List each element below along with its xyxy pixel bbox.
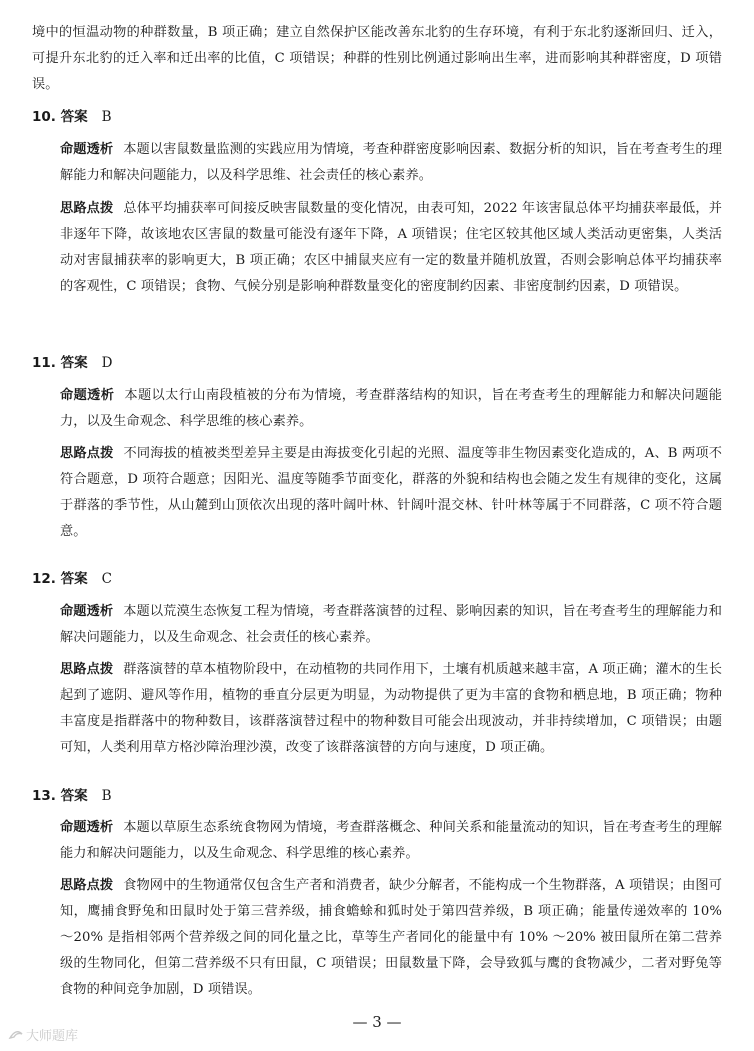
question-number: 12. 答案 (32, 571, 88, 587)
analysis-text: 本题以荒漠生态恢复工程为情境，考查群落演替的过程、影响因素的知识，旨在考查考生的理解能力和解决问题能力，以及生命观念、社会责任的核心素养。 (60, 604, 722, 645)
answer-letter: C (101, 571, 112, 587)
question-number: 11. 答案 (32, 355, 88, 371)
solution-label: 思路点拨 (60, 878, 114, 893)
q12-solution (60, 657, 722, 761)
question-number: 13. 答案 (32, 788, 88, 804)
solution-label: 思路点拨 (60, 662, 114, 677)
q13-analysis (60, 815, 722, 867)
intro-paragraph: 境中的恒温动物的种群数量，B 项正确；建立自然保护区能改善东北豹的生存环境，有利于东北豹逐渐回归、迁入，可提升东北豹的迁入率和迁出率的比值，C 项错误；种群的性别比例通过影响出生率，进而影响其种群密度，D 项错误。 (32, 25, 722, 92)
q12-analysis (60, 599, 722, 651)
q10-solution (60, 196, 722, 300)
question-13-header (32, 784, 112, 808)
analysis-label: 命题透析 (60, 820, 114, 835)
solution-text: 群落演替的草本植物阶段中，在动植物的共同作用下，土壤有机质越来越丰富，A 项正确；灌木的生长起到了遮阴、避风等作用，植物的垂直分层更为明显，为动物提供了更为丰富的食物和栖息地，B 项正确；物种丰富度是指群落中的物种数目，该群落演替过程中的物种数目可能会出现波动，并非持续增加，C 项错误；由题可知，人类利用草方格沙障治理沙漠，改变了该群落演替的方向与速度，D 项正确。 (60, 662, 723, 755)
question-10-header (32, 105, 112, 129)
question-number: 10. 答案 (32, 109, 88, 125)
solution-text: 不同海拔的植被类型差异主要是由海拔变化引起的光照、温度等非生物因素变化造成的，A、B 两项不符合题意，D 项符合题意；因阳光、温度等随季节面变化，群落的外貌和结构也会随之发生有规律的变化，这属于群落的季节性，从山麓到山顶依次出现的落叶阔叶林、针阔叶混交林、针叶林等属于不同群落，C 项不符合题意。 (60, 446, 722, 539)
solution-text: 总体平均捕获率可间接反映害鼠数量的变化情况，由表可知，2022 年该害鼠总体平均捕获率最低，并非逐年下降，故该地农区害鼠的数量可能没有逐年下降，A 项错误；住宅区较其他区域人类活动更密集，人类活动对害鼠捕获率的影响更大，B 项正确；农区中捕鼠夹应有一定的数量并随机放置，否则会影响总体平均捕获率的客观性，C 项错误；食物、气候分别是影响种群数量变化的密度制约因素、非密度制约因素，D 项错误。 (60, 201, 722, 294)
answer-letter: B (101, 109, 112, 125)
analysis-label: 命题透析 (60, 604, 114, 619)
watermark-text: 大师题库 (26, 1029, 79, 1044)
solution-text: 食物网中的生物通常仅包含生产者和消费者，缺少分解者，不能构成一个生物群落，A 项错误；由图可知，鹰捕食野兔和田鼠时处于第三营养级，捕食蟾蜍和狐时处于第四营养级，B 项正确；能量传递效率的 10% ～20% 是指相邻两个营养级之间的同化量之比，草等生产者同化的能量中有 10% ～20% 被田鼠所在第二营养级的生物同化，但第二营养级不只有田鼠，C 项错误；田鼠数量下降，会导致狐与鹰的食物减少，二者对野兔等食物的种间竞争加剧，D 项错误。 (60, 878, 723, 997)
analysis-text: 本题以太行山南段植被的分布为情境，考查群落结构的知识，旨在考查考生的理解能力和解决问题能力，以及生命观念、科学思维的核心素养。 (60, 388, 722, 429)
q13-solution (60, 873, 722, 1003)
q11-solution (60, 441, 722, 545)
answer-letter: D (101, 355, 113, 371)
solution-label: 思路点拨 (60, 201, 114, 216)
watermark-logo-icon (8, 1028, 24, 1042)
question-11-header (32, 351, 112, 375)
page-number: — 3 — (352, 1013, 402, 1031)
analysis-label: 命题透析 (60, 142, 114, 157)
solution-label: 思路点拨 (60, 446, 114, 461)
q10-analysis (60, 137, 722, 189)
analysis-label: 命题透析 (60, 388, 115, 403)
analysis-text: 本题以草原生态系统食物网为情境，考查群落概念、种间关系和能量流动的知识，旨在考查考生的理解能力和解决问题能力，以及生命观念、科学思维的核心素养。 (60, 820, 722, 861)
q11-analysis (60, 383, 722, 435)
answer-letter: B (101, 788, 112, 804)
analysis-text: 本题以害鼠数量监测的实践应用为情境，考查种群密度影响因素、数据分析的知识，旨在考查考生的理解能力和解决问题能力，以及科学思维、社会责任的核心素养。 (60, 142, 722, 183)
question-12-header (32, 567, 112, 591)
watermark (8, 1025, 78, 1044)
